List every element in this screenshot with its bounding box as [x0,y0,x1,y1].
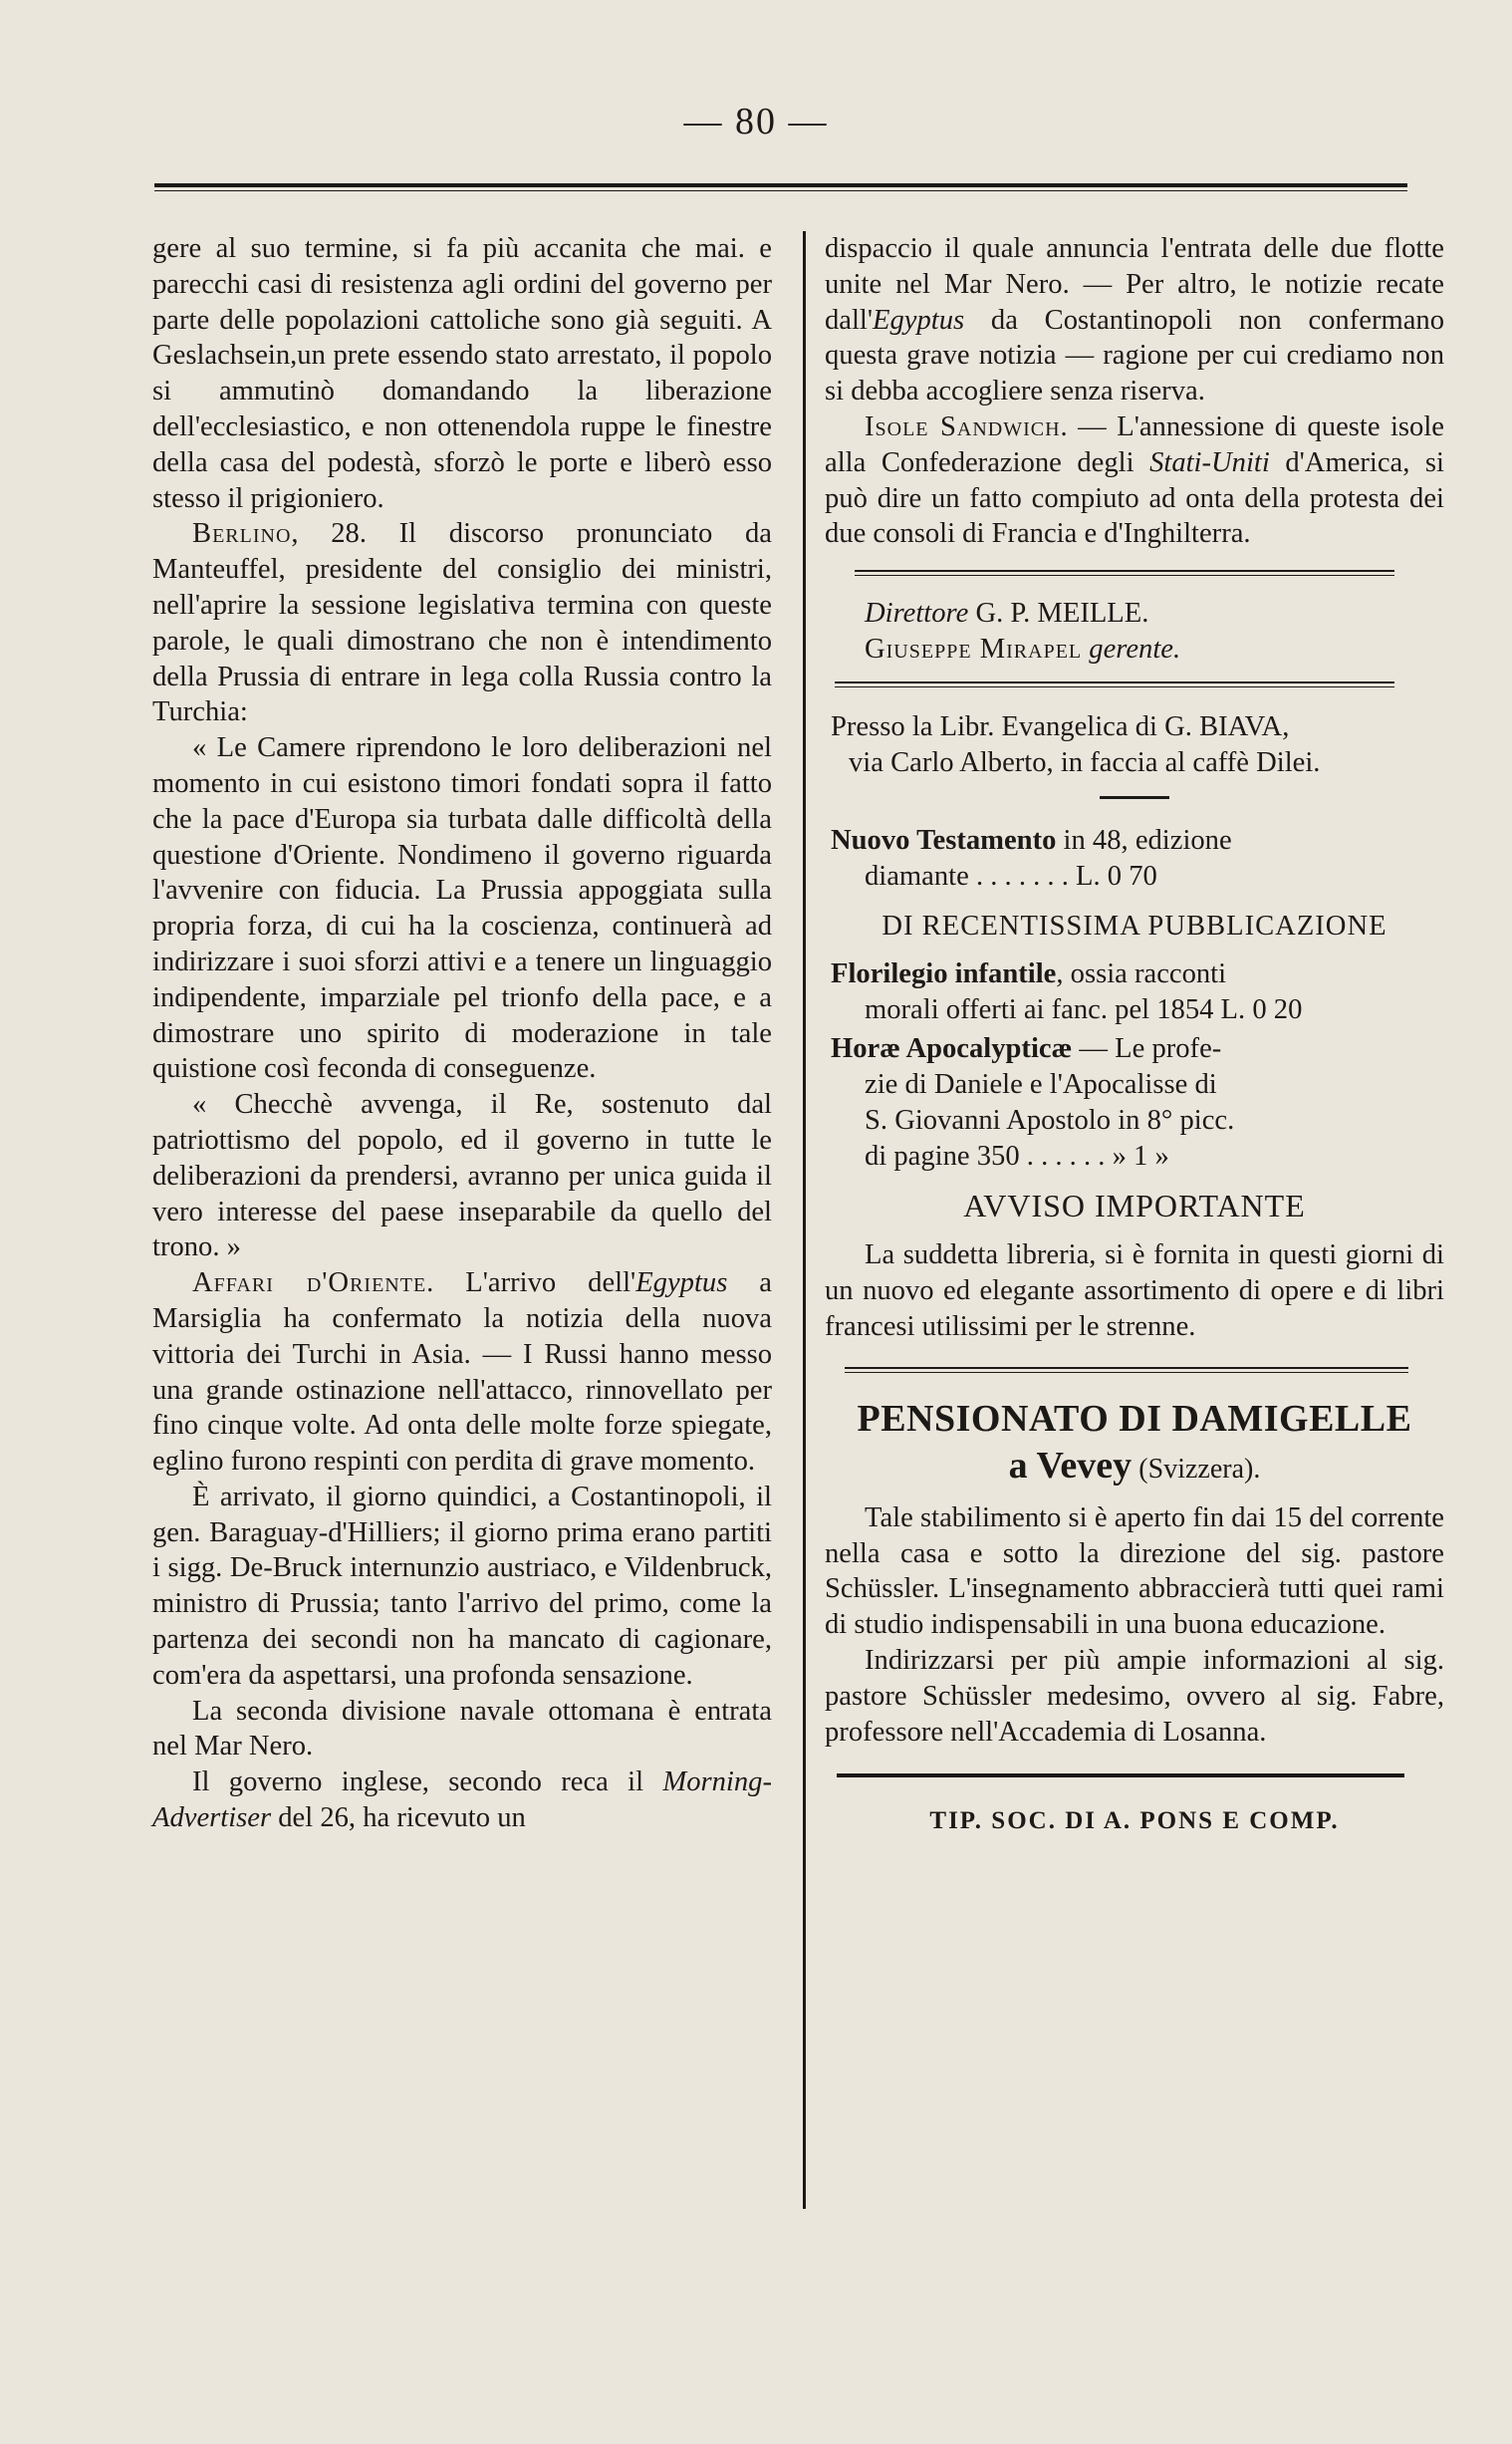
dispaccio-pre: dispaccio il quale annuncia l'entrata delle due flotte unite nel Mar Nero. — Per altro, le notizie recate dall' [825,233,1444,336]
svizzera-label: (Svizzera). [1138,1453,1261,1485]
heading-vevey [825,1443,1444,1493]
paragraph-berlino [152,516,772,730]
direttore-line [825,596,1444,632]
right-column [825,231,1444,1839]
rule-editorial [855,570,1394,576]
column-divider [803,231,806,2209]
flor-title: Florilegio infantile [831,957,1057,989]
stati-uniti: Stati-Uniti [1149,446,1270,478]
left-column [152,231,772,1836]
dispaccio-post: da Costantinopoli non confermano questa grave notizia — ragione per cui crediamo non si debba accogliere senza riserva. [825,304,1444,407]
paragraph-arrivato: È arrivato, il giorno quindici, a Costantinopoli, il gen. Baraguay-d'Hilliers; il giorno prima erano partiti i sigg. De-Bruck internunzio austriaco, e Vildenbruck, ministro di Prussia; tanto l'arrivo del primo, come la partenza dei secondi non ha mancato di cagionare, com'era da aspettarsi, una profonda sensazione. [152,1481,772,1691]
dateline-berlino: Berlino [192,518,292,550]
flor-rest: , ossia racconti [1056,957,1227,989]
paragraph-governo [152,1765,772,1836]
affari-post: a Marsiglia ha confermato la notizia della nuova vittoria dei Turchi in Asia. — I Russi hanno messo una grande ostinazione nell'attacco, rinnovellato per fino cinque volte. Ad onta delle molte forze spiegate, eglino furono respinti con perdita di grave momento. [152,1267,772,1478]
heading-avviso: AVVISO IMPORTANTE [963,1187,1306,1223]
nt-title: Nuovo Testamento [831,825,1057,857]
nt-line-2: diamante . . . . . . . L. 0 70 [865,861,1157,893]
vevey-label: a Vevey [1008,1444,1133,1487]
paragraph-continuation: gere al suo termine, si fa più accanita che mai. e parecchi casi di resistenza agli ordini del governo per parte delle popolazioni cattoliche sono già seguiti. A Geslachsein,un prete essendo stato arrestato, il popolo si ammutinò domandando la liberazione dell'ecclesiastico, e non ottenendola ruppe le finestre della casa del podestà, sforzò le porte e liberò esso stesso il prigioniero. [152,233,772,514]
newspaper-name: Morning-Advertiser [152,1766,772,1834]
horae-rest: — Le profe- [1072,1033,1222,1065]
pensionato-text-2: Indirizzarsi per più ampie informazioni al sig. pastore Schüssler medesimo, ovvero al sig. Fabre, professore nell'Accademia di Losanna. [825,1644,1444,1748]
libreria-line-1: Presso la Libr. Evangelica di G. BIAVA, [831,710,1290,742]
isole-post: d'America, si può dire un fatto compiuto ad onta della protesta dei due consoli di Francia e d'Inghilterra. [825,446,1444,550]
libreria-line-2: via Carlo Alberto, in faccia al caffè Dilei. [849,746,1321,778]
affari-pre: . L'arrivo dell' [426,1267,636,1299]
dateline-isole: Isole Sandwich [865,410,1061,442]
berlino-text: , 28. Il discorso pronunciato da Manteuffel, presidente del consiglio dei ministri, nell'aprire la sessione legislativa termina con queste parole, le quali dimostrano che non è intendimento della Prussia di entrare in lega colla Russia contro la Turchia: [152,518,772,728]
short-rule [1100,796,1169,799]
paragraph-dispaccio [825,231,1444,409]
horae-line-3: S. Giovanni Apostolo in 8° picc. [865,1104,1235,1136]
paragraph-affari [152,1265,772,1480]
paragraph-divisione: La seconda divisione navale ottomana è entrata nel Mar Nero. [152,1695,772,1763]
nt-rest: in 48, edizione [1056,825,1232,857]
gerente-name: Giuseppe Mirapel [865,633,1083,665]
isole-pre: . — L'annessione di queste isole alla Confederazione degli [825,410,1444,478]
flor-line-1 [825,956,1444,992]
quote-paragraph-1: « Le Camere riprendono le loro deliberazioni nel momento in cui esistono timori fondati sopra il fatto che la pace d'Europa sia turbata dalle difficoltà della questione d'Oriente. Nondimeno il governo riguarda l'avvenire con fiducia. La Prussia appoggiata sulla propria forza, di cui ha la coscienza, continuerà ad indirizzare i suoi sforzi attivi e a tenere un linguaggio indipendente, imparziale pel trionfo della pace, e a dimostrare uno spirito di moderazione in tale quistione così feconda di conseguenze. [152,732,772,1085]
heading-recentissima: DI RECENTISSIMA PUBBLICAZIONE [882,910,1387,942]
ship-name-egyptus: Egyptus [635,1267,728,1299]
header-rule [154,183,1407,191]
ship-name-egyptus-2: Egyptus [873,304,965,336]
horae-title: Horæ Apocalypticæ [831,1033,1073,1065]
rule-pensionato [845,1367,1408,1373]
rule-printer [837,1773,1404,1777]
page-number: — 80 — [683,101,829,142]
avviso-text: La suddetta libreria, si è fornita in questi giorni di un nuovo ed elegante assortimento di opere e di libri francesi utilissimi per le strenne. [825,1239,1444,1342]
horae-line-2: zie di Daniele e l'Apocalisse di [865,1069,1217,1101]
horae-line-1 [825,1031,1444,1067]
gerente-label: gerente. [1089,633,1181,665]
direttore-label: Direttore [865,598,969,630]
governo-pre: Il governo inglese, secondo reca il [192,1766,663,1798]
direttore-name: G. P. MEILLE. [975,598,1149,630]
pensionato-text-1: Tale stabilimento si è aperto fin dai 15 del corrente nella casa e sotto la direzione del sig. pastore Schüssler. L'insegnamento abbraccierà tutti quei rami di studio indispensabili in una buona educazione. [825,1501,1444,1641]
horae-line-4: di pagine 350 . . . . . . » 1 » [865,1140,1169,1172]
heading-pensionato: PENSIONATO DI DAMIGELLE [857,1397,1412,1440]
governo-post: del 26, ha ricevuto un [271,1802,526,1834]
paragraph-isole [825,409,1444,552]
flor-line-2: morali offerti ai fanc. pel 1854 L. 0 20 [865,993,1303,1025]
dateline-affari: Affari d'Oriente [192,1267,427,1299]
printer-line: TIP. SOC. DI A. PONS E COMP. [929,1807,1340,1835]
gerente-line [825,632,1444,668]
rule-libreria [835,681,1394,687]
nt-line-1 [825,823,1444,859]
quote-paragraph-2: « Checchè avvenga, il Re, sostenuto dal patriottismo del popolo, ed il governo in tutte le deliberazioni da prendersi, avranno per unica guida il vero interesse del paese inseparabile da quello del trono. » [152,1089,772,1263]
